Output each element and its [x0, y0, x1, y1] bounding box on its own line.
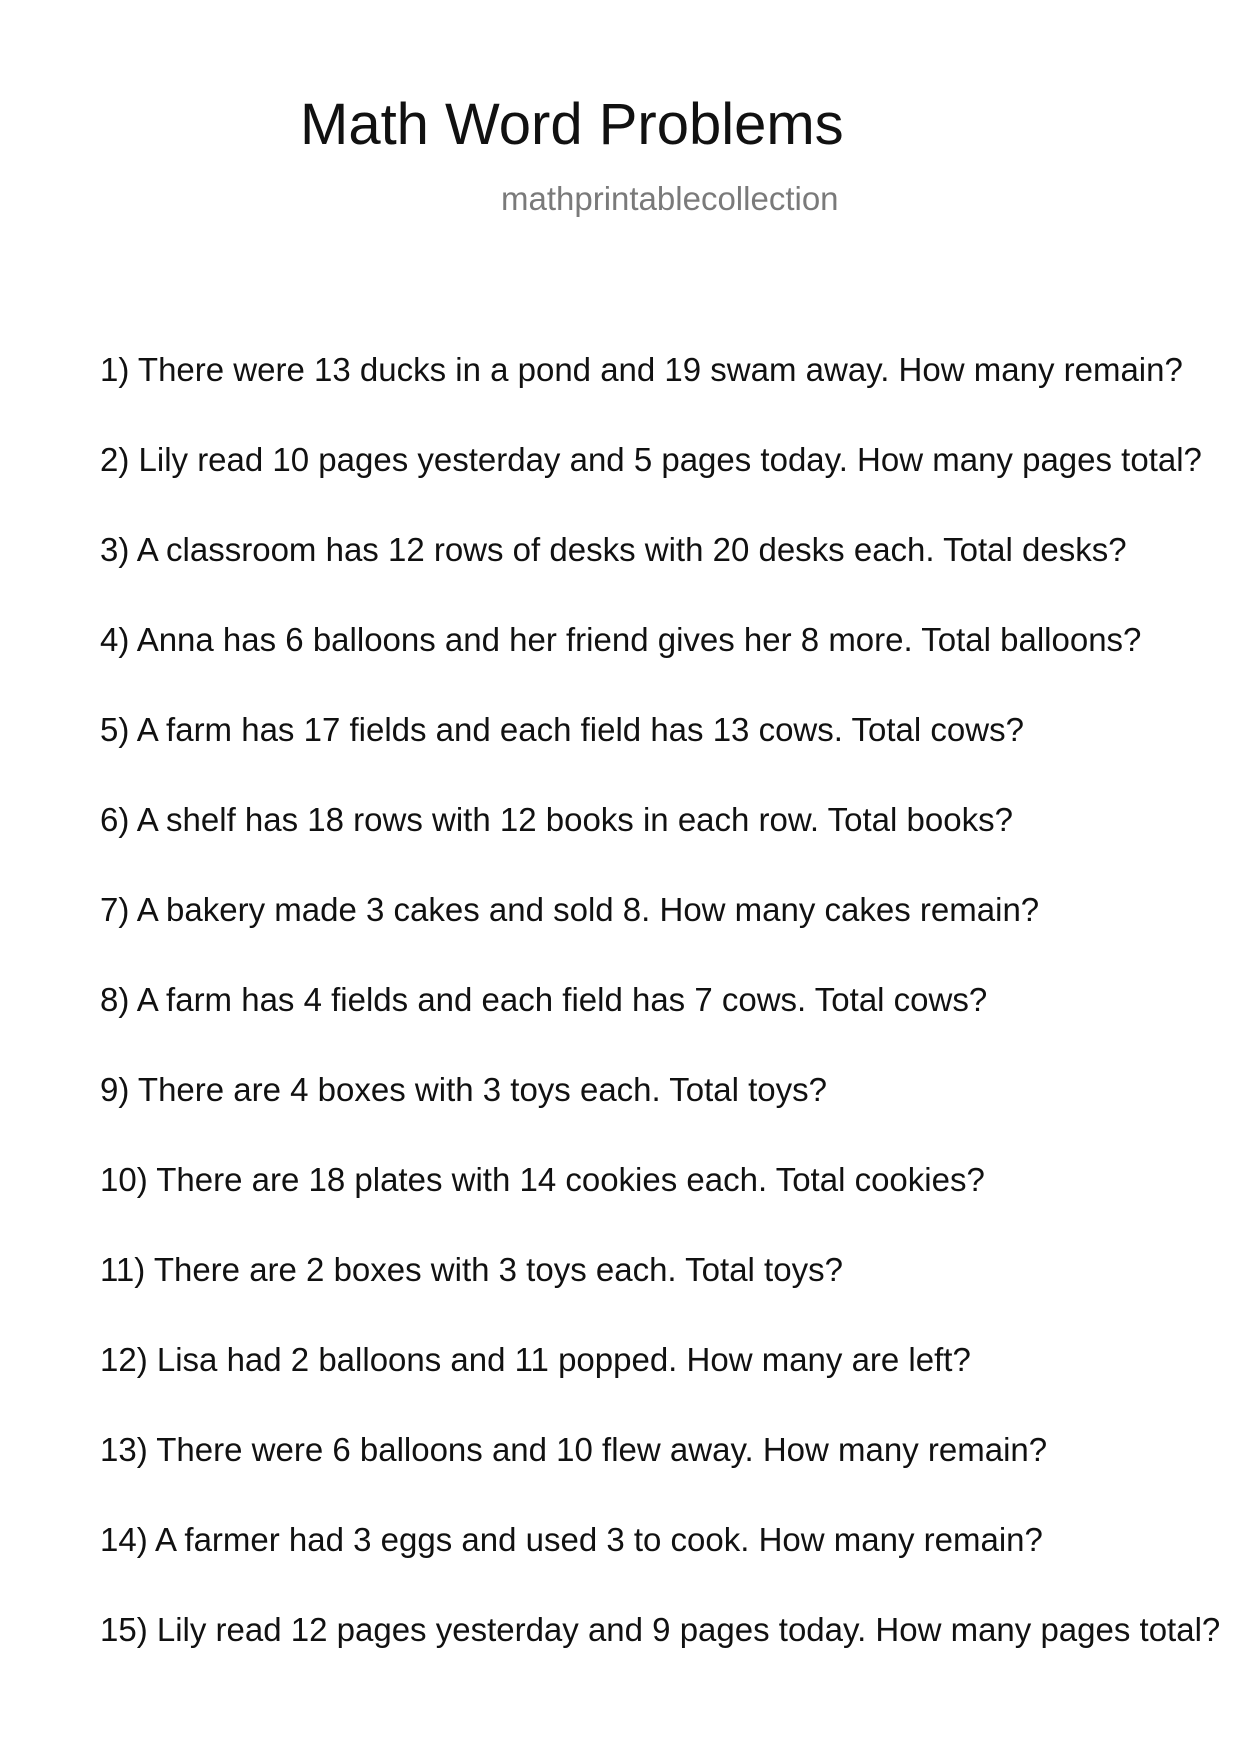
problem-item: 11) There are 2 boxes with 3 toys each. Total toys?	[100, 1251, 843, 1288]
problem-item: 14) A farmer had 3 eggs and used 3 to cook. How many remain?	[100, 1521, 1043, 1558]
problem-item: 13) There were 6 balloons and 10 flew away. How many remain?	[100, 1431, 1048, 1468]
problem-item: 4) Anna has 6 balloons and her friend gives her 8 more. Total balloons?	[100, 621, 1142, 658]
problem-item: 7) A bakery made 3 cakes and sold 8. How many cakes remain?	[100, 891, 1040, 928]
problem-item: 15) Lily read 12 pages yesterday and 9 pages today. How many pages total?	[100, 1611, 1221, 1648]
problem-item: 6) A shelf has 18 rows with 12 books in each row. Total books?	[100, 801, 1013, 838]
problem-item: 3) A classroom has 12 rows of desks with 20 desks each. Total desks?	[100, 531, 1127, 568]
problem-item: 1) There were 13 ducks in a pond and 19 swam away. How many remain?	[100, 351, 1183, 388]
page-title: Math Word Problems	[300, 92, 844, 157]
problem-list	[100, 350, 1240, 1700]
problem-item: 2) Lily read 10 pages yesterday and 5 pages today. How many pages total?	[100, 441, 1202, 478]
problem-item: 10) There are 18 plates with 14 cookies each. Total cookies?	[100, 1161, 985, 1198]
problem-item: 12) Lisa had 2 balloons and 11 popped. How many are left?	[100, 1341, 971, 1378]
problem-item: 9) There are 4 boxes with 3 toys each. Total toys?	[100, 1071, 828, 1108]
problem-item: 5) A farm has 17 fields and each field has 13 cows. Total cows?	[100, 711, 1024, 748]
page-subtitle: mathprintablecollection	[501, 180, 839, 217]
problem-item: 8) A farm has 4 fields and each field has 7 cows. Total cows?	[100, 981, 988, 1018]
